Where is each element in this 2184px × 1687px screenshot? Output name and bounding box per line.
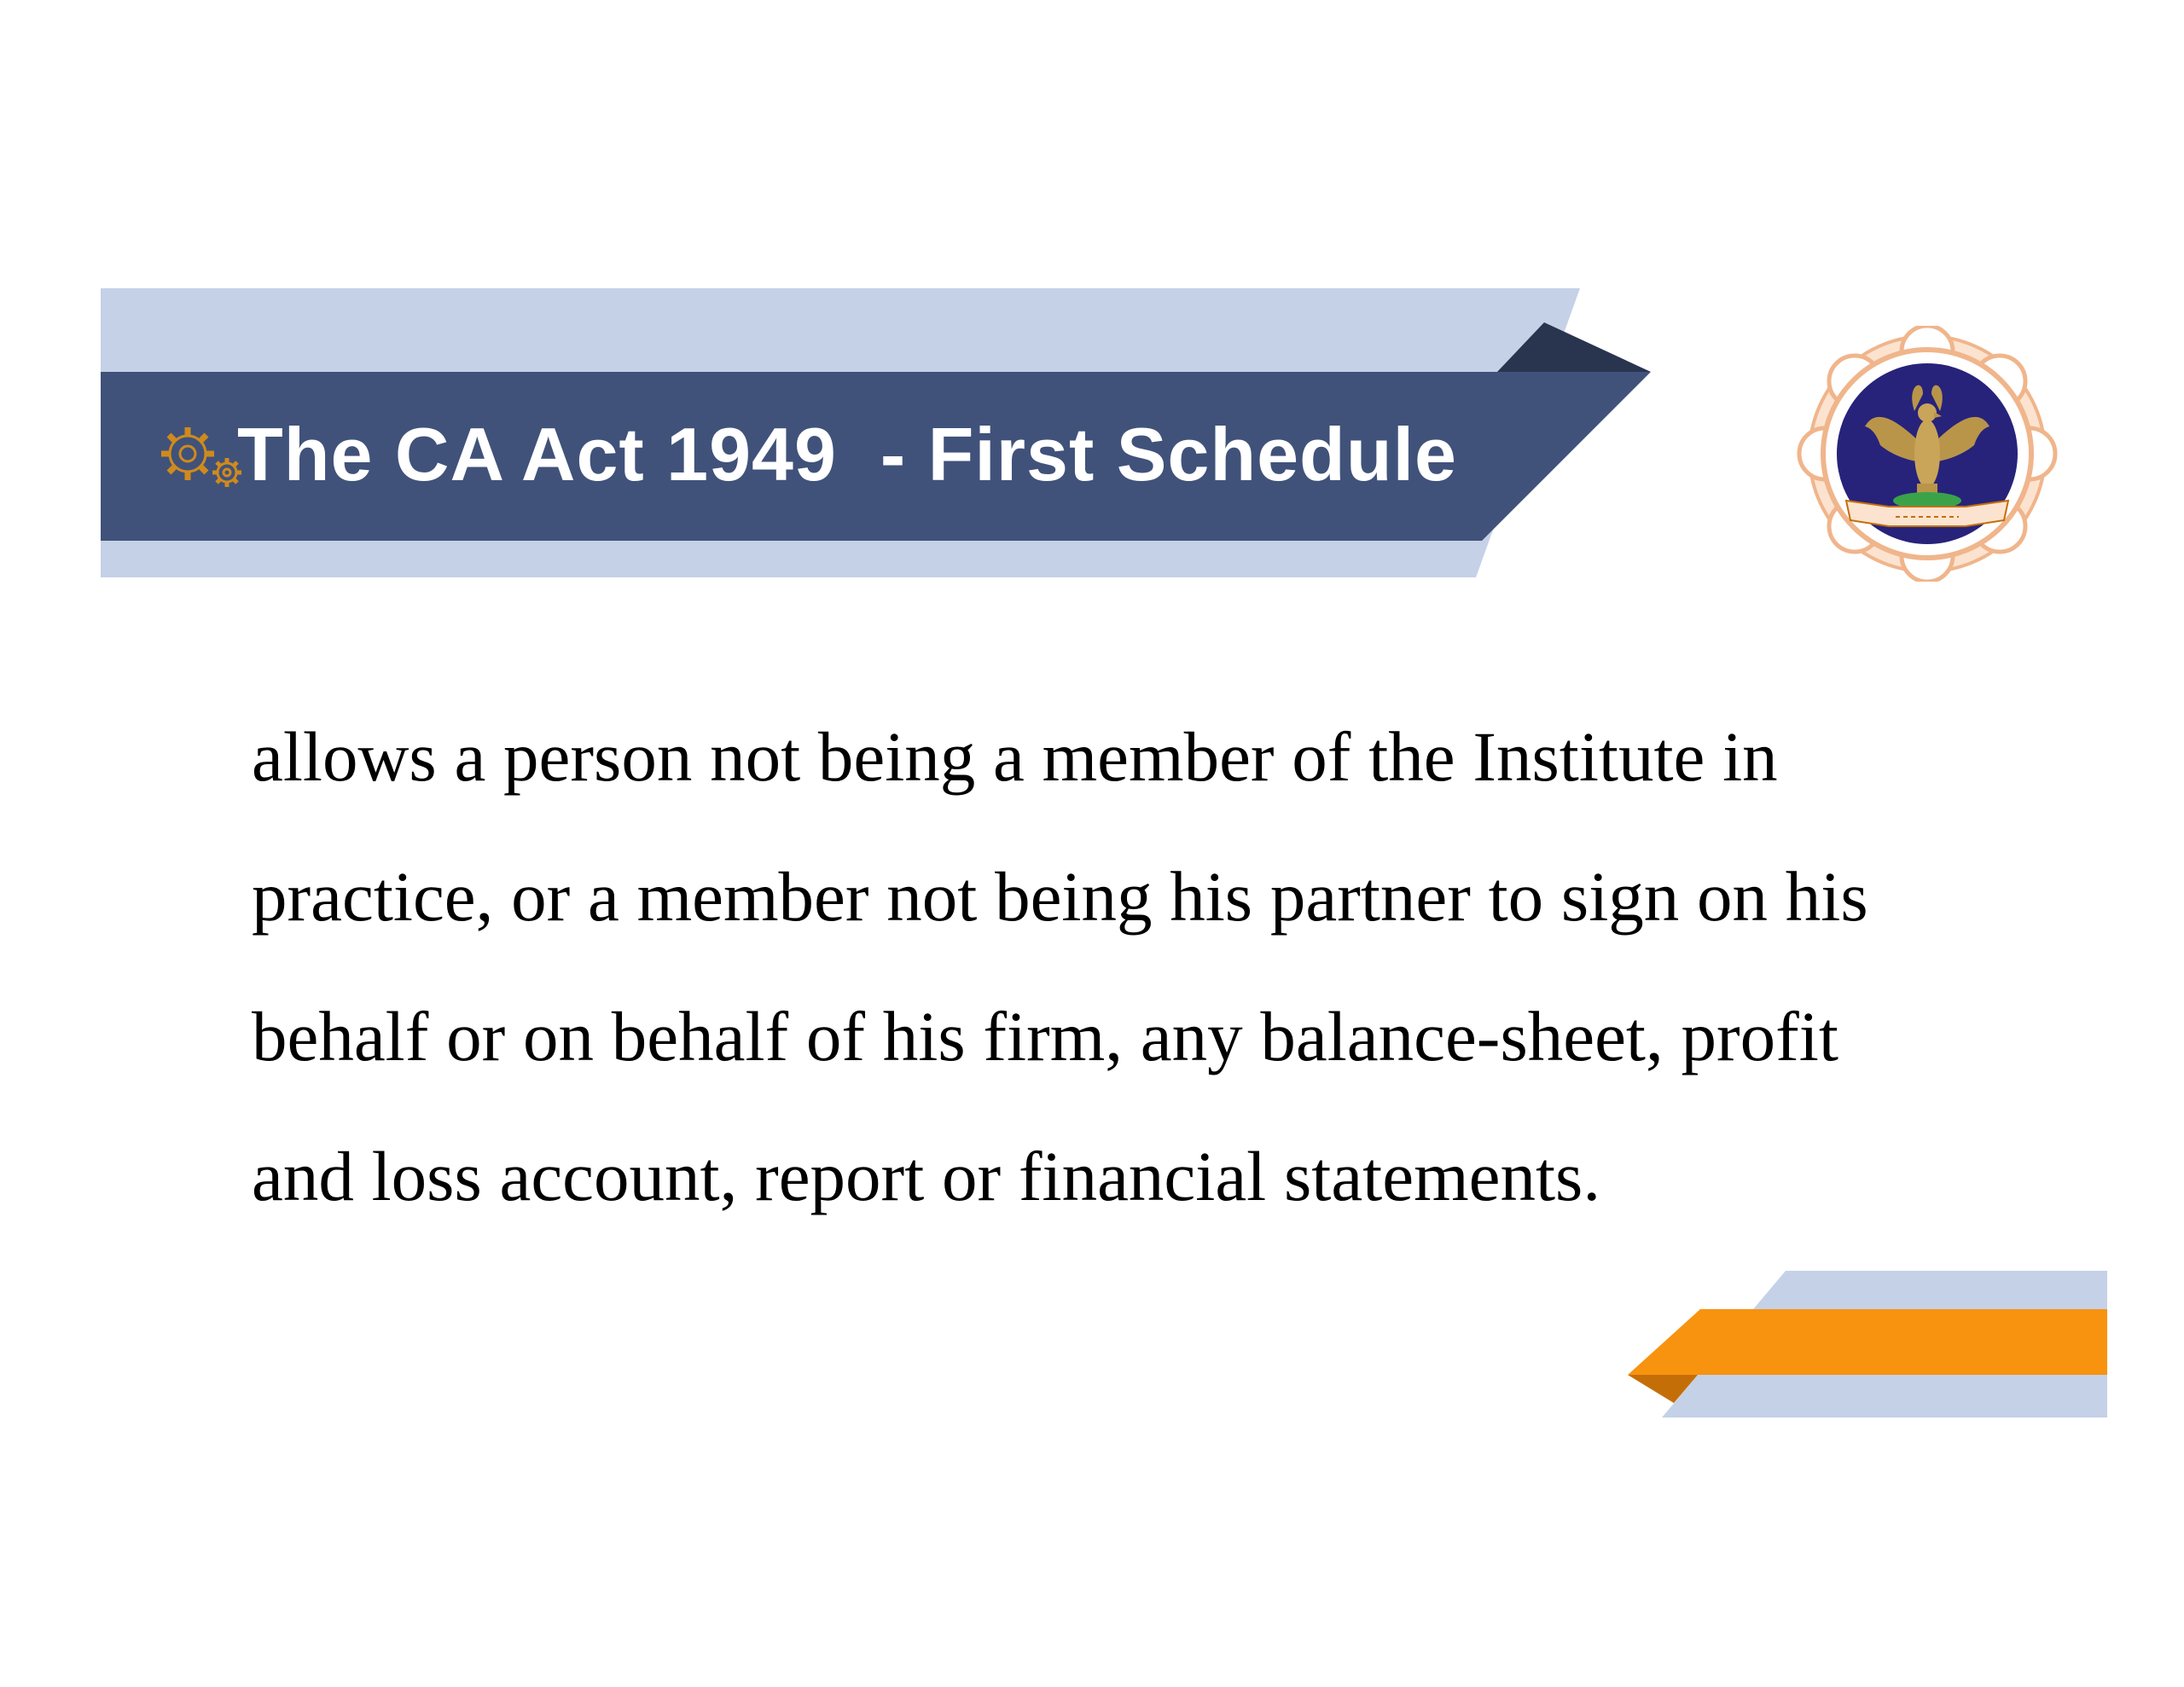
body-line: allows a person not being a member of the Institute in xyxy=(252,717,1778,796)
body-line: behalf or on behalf of his firm, any balance-sheet, profit xyxy=(252,997,1838,1075)
slide-title: The CA Act 1949 - First Schedule xyxy=(237,412,1457,496)
body-line: and loss account, report or financial statements. xyxy=(252,1137,1601,1215)
body-line: practice, or a member not being his partner to sign on his xyxy=(252,857,1868,936)
footer-orange-band xyxy=(1628,1309,2107,1375)
